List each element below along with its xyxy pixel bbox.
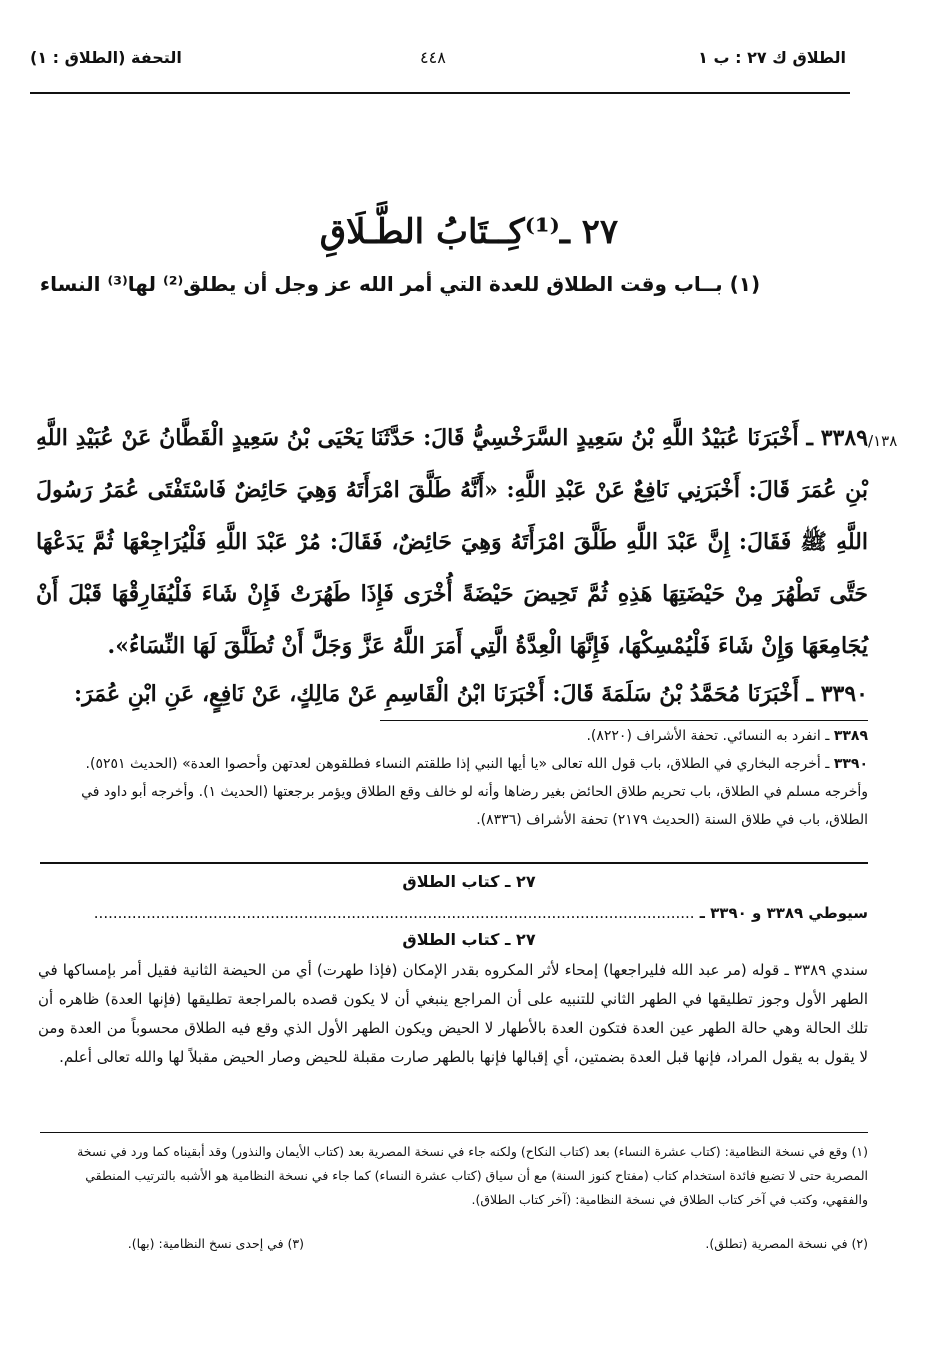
footnote-1 (38, 1140, 868, 1212)
hadith-number: ٣٣٩٠ (820, 681, 868, 707)
takhrij-text: ـ انفرد به النسائي. تحفة الأشراف (٨٢٢٠). (586, 728, 830, 744)
sindi-text: سندي ٣٣٨٩ ـ قوله (مر عبد الله فليراجعها) إمحاء لأثر المكروه بقدر الإمكان (فإذا طهرت) أي من الحيضة الثانية فقيل أمر بإمساكها في الطهر الأول وجوز تطليقها في الطهر الثاني للتنبيه على أن المراجع ينبغي أن لا يكون قصده بالمراجعة تطليقها (فإنها العدة) ظاهره أن تلك الحالة وهي حالة الطهر عين العدة فتكون العدة بالأطهار لا الحيض ويكون الطهر الأول الذي وقع فيه الطلاق محسوباً من العدة ومن لا يقول به يقول المراد، فإنها قبل العدة بضمتين، أي إقبالها فإنها بالطهر صارت مقبلة للحيض وصار الحيض مقبلاً لها والله تعالى أعلم. (38, 961, 868, 1066)
suyuti-text: سيوطي ٣٣٨٩ و ٣٣٩٠ ـ (699, 904, 868, 922)
takhrij-text: ـ أخرجه البخاري في الطلاق، باب قول الله تعالى «يا أيها النبي إذا طلقتم النساء فطلقوهن لعدتهن وأحصوا العدة» (الحديث ٥٢٥١). وأخرجه مسلم في الطلاق، باب تحريم طلاق الحائض بغير رضاها وأنه لو خالف وقع الطلاق ويؤمر برجعتها (الحديث ١). وأخرجه أبو داود في الطلاق، باب في طلاق السنة (الحديث ٢١٧٩) تحفة الأشراف (٨٣٣٦). (81, 756, 868, 828)
chapter-title: ٢٧ ـ⁽¹⁾كِــتَابُ الطَّـلَاقِ (319, 212, 619, 252)
running-header-tuhfa: التحفة (الطلاق : ١) (30, 48, 182, 67)
hadith-3389 (36, 412, 868, 672)
running-header-chapter: الطلاق ك ٢٧ : ب ١ (698, 48, 846, 67)
sindi-commentary (38, 956, 868, 1072)
hadith-3390 (36, 668, 868, 720)
hadith-text: ـ أَخْبَرَنَا عُبَيْدُ اللَّهِ بْنُ سَعِيدٍ السَّرَخْسِيُّ قَالَ: حَدَّثَنَا يَحْيَى بْنُ سَعِيدٍ الْقَطَّانُ عَنْ عُبَيْدِ اللَّهِ بْنِ عُمَرَ قَالَ: أَخْبَرَنِي نَافِعٌ عَنْ عَبْدِ اللَّهِ: «أَنَّهُ طَلَّقَ امْرَأَتَهُ وَهِيَ حَائِضٌ فَاسْتَفْتَى عُمَرُ رَسُولَ اللَّهِ ﷺ فَقَالَ: إِنَّ عَبْدَ اللَّهِ طَلَّقَ امْرَأَتَهُ وَهِيَ حَائِضٌ، فَقَالَ: مُرْ عَبْدَ اللَّهِ فَلْيُرَاجِعْهَا ثُمَّ يَدَعْهَا حَتَّى تَطْهُرَ مِنْ حَيْضَتِهَا هَذِهِ ثُمَّ تَحِيضَ حَيْضَةً أُخْرَى فَإِذَا طَهُرَتْ فَإِنْ شَاءَ فَلْيُفَارِقْهَا قَبْلَ أَنْ يُجَامِعَهَا وَإِنْ شَاءَ فَلْيُمْسِكْهَا، فَإِنَّهَا الْعِدَّةُ الَّتِي أَمَرَ اللَّهُ عَزَّ وَجَلَّ أَنْ تُطَلَّقَ لَهَا النِّسَاءُ». (36, 425, 868, 659)
margin-reference: ٦/١٣٨ (860, 432, 898, 450)
suyuti-heading: ٢٧ ـ كتاب الطلاق (402, 872, 536, 891)
hadith-text: ـ أَخْبَرَنَا مُحَمَّدُ بْنُ سَلَمَةَ قَالَ: أَخْبَرَنَا ابْنُ الْقَاسِمِ عَنْ مَالِكٍ، عَنْ نَافِعٍ، عَنِ ابْنِ عُمَرَ: (74, 681, 814, 707)
hadith-number: ٣٣٨٩ (820, 425, 868, 451)
commentary-divider (40, 862, 868, 864)
footnote-row (38, 1236, 868, 1251)
suyuti-line (38, 904, 868, 922)
sindi-heading: ٢٧ ـ كتاب الطلاق (402, 930, 536, 949)
footnote-3: (٣) في إحدى نسخ النظامية: (بها). (127, 1236, 305, 1251)
bab-title: (١) بــاب وقت الطلاق للعدة التي أمر الله عز وجل أن يطلق⁽²⁾ لها⁽³⁾ النساء (39, 272, 761, 296)
footnote-2: (٢) في نسخة المصرية (تطلق). (705, 1236, 868, 1251)
footnote-divider (40, 1132, 868, 1133)
header-divider (30, 92, 850, 94)
dotted-leader: .............................................................................................................................. (93, 904, 695, 922)
takhrij-divider (380, 720, 868, 721)
takhrij-block (38, 722, 868, 834)
footnote-text: (١) وقع في نسخة النظامية: (كتاب عشرة النساء) بعد (كتاب النكاح) ولكنه جاء في نسخة المصرية بعد (كتاب الأيمان والنذور) وقد أبقيناه كما ورد في نسخة المصرية حتى لا تضيع فائدة استخدام كتاب (مفتاح كنوز السنة) مع أن سياق (كتاب عشرة النساء) كما جاء في نسخة النظامية هو الأشبه بالترتيب المنطقي والفقهي، وكتب في آخر كتاب الطلاق في نسخة النظامية: (آخر كتاب الطلاق). (77, 1144, 868, 1207)
takhrij-number: ٣٣٩٠ (833, 756, 868, 772)
page-number: ٤٤٨ (420, 48, 446, 67)
takhrij-number: ٣٣٨٩ (833, 728, 868, 744)
